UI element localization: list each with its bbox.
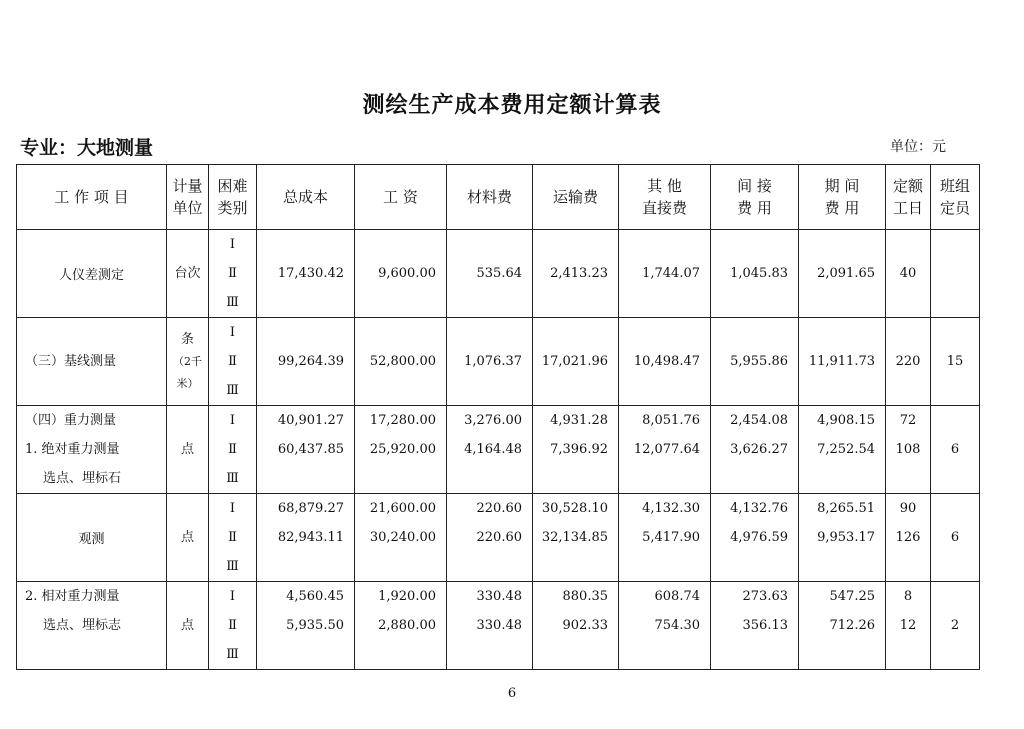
difficulty-cell: Ⅰ Ⅱ Ⅲ — [209, 318, 257, 406]
header-difficulty: 困难 类别 — [209, 165, 257, 230]
crew-cell — [931, 230, 980, 318]
total-cost-cell: 99,264.39 — [257, 318, 355, 406]
period-cell: 547.25 712.26 — [799, 582, 886, 670]
indirect-cell: 4,132.76 4,976.59 — [711, 494, 799, 582]
crew-cell: 6 — [931, 494, 980, 582]
table-row — [17, 582, 980, 670]
work-item-cell: （三）基线测量 — [17, 318, 167, 406]
table-row — [17, 318, 980, 406]
other-direct-cell: 4,132.30 5,417.90 — [619, 494, 711, 582]
other-direct-cell: 608.74 754.30 — [619, 582, 711, 670]
workdays-cell: 40 — [886, 230, 931, 318]
period-cell: 2,091.65 — [799, 230, 886, 318]
crew-cell: 15 — [931, 318, 980, 406]
transport-cell: 30,528.10 32,134.85 — [533, 494, 619, 582]
unit-cell: 点 — [167, 406, 209, 494]
work-item-cell: 2. 相对重力测量 选点、埋标志 — [17, 582, 167, 670]
transport-cell: 2,413.23 — [533, 230, 619, 318]
other-direct-cell: 10,498.47 — [619, 318, 711, 406]
header-crew: 班组 定员 — [931, 165, 980, 230]
cost-quota-table — [16, 164, 980, 670]
crew-cell: 6 — [931, 406, 980, 494]
work-item-cell: 观测 — [17, 494, 167, 582]
discipline-label: 专业：大地测量 — [20, 137, 154, 159]
total-cost-cell: 17,430.42 — [257, 230, 355, 318]
page-title: 测绘生产成本费用定额计算表 — [362, 92, 662, 118]
period-cell: 8,265.51 9,953.17 — [799, 494, 886, 582]
materials-cell: 1,076.37 — [447, 318, 533, 406]
total-cost-cell: 68,879.27 82,943.11 — [257, 494, 355, 582]
table-row — [17, 406, 980, 494]
unit-cell: 台次 — [167, 230, 209, 318]
header-total-cost: 总成本 — [257, 165, 355, 230]
difficulty-cell: Ⅰ Ⅱ Ⅲ — [209, 230, 257, 318]
header-work-item: 工 作 项 目 — [17, 165, 167, 230]
header-indirect: 间 接 费 用 — [711, 165, 799, 230]
unit-cell: 点 — [167, 582, 209, 670]
transport-cell: 4,931.28 7,396.92 — [533, 406, 619, 494]
materials-cell: 535.64 — [447, 230, 533, 318]
header-wages: 工 资 — [355, 165, 447, 230]
header-period: 期 间 费 用 — [799, 165, 886, 230]
header-transport: 运输费 — [533, 165, 619, 230]
transport-cell: 880.35 902.33 — [533, 582, 619, 670]
indirect-cell: 1,045.83 — [711, 230, 799, 318]
currency-unit-label: 单位：元 — [890, 139, 946, 155]
other-direct-cell: 8,051.76 12,077.64 — [619, 406, 711, 494]
difficulty-cell: Ⅰ Ⅱ Ⅲ — [209, 406, 257, 494]
table-header-row — [17, 165, 980, 230]
difficulty-cell: Ⅰ Ⅱ Ⅲ — [209, 494, 257, 582]
table-row — [17, 230, 980, 318]
unit-cell: 条 （2千 米） — [167, 318, 209, 406]
header-unit: 计量 单位 — [167, 165, 209, 230]
header-workdays: 定额 工日 — [886, 165, 931, 230]
wages-cell: 52,800.00 — [355, 318, 447, 406]
other-direct-cell: 1,744.07 — [619, 230, 711, 318]
wages-cell: 1,920.00 2,880.00 — [355, 582, 447, 670]
unit-cell: 点 — [167, 494, 209, 582]
materials-cell: 3,276.00 4,164.48 — [447, 406, 533, 494]
work-item-cell: （四）重力测量 1. 绝对重力测量 选点、埋标石 — [17, 406, 167, 494]
workdays-cell: 90 126 — [886, 494, 931, 582]
indirect-cell: 5,955.86 — [711, 318, 799, 406]
workdays-cell: 72 108 — [886, 406, 931, 494]
work-item-cell: 人仪差测定 — [17, 230, 167, 318]
header-materials: 材料费 — [447, 165, 533, 230]
materials-cell: 330.48 330.48 — [447, 582, 533, 670]
wages-cell: 21,600.00 30,240.00 — [355, 494, 447, 582]
indirect-cell: 2,454.08 3,626.27 — [711, 406, 799, 494]
wages-cell: 17,280.00 25,920.00 — [355, 406, 447, 494]
page-number: 6 — [507, 686, 517, 701]
workdays-cell: 8 12 — [886, 582, 931, 670]
transport-cell: 17,021.96 — [533, 318, 619, 406]
workdays-cell: 220 — [886, 318, 931, 406]
difficulty-cell: Ⅰ Ⅱ Ⅲ — [209, 582, 257, 670]
period-cell: 11,911.73 — [799, 318, 886, 406]
total-cost-cell: 40,901.27 60,437.85 — [257, 406, 355, 494]
wages-cell: 9,600.00 — [355, 230, 447, 318]
indirect-cell: 273.63 356.13 — [711, 582, 799, 670]
crew-cell: 2 — [931, 582, 980, 670]
table-row — [17, 494, 980, 582]
header-other-direct: 其 他 直接费 — [619, 165, 711, 230]
total-cost-cell: 4,560.45 5,935.50 — [257, 582, 355, 670]
materials-cell: 220.60 220.60 — [447, 494, 533, 582]
period-cell: 4,908.15 7,252.54 — [799, 406, 886, 494]
